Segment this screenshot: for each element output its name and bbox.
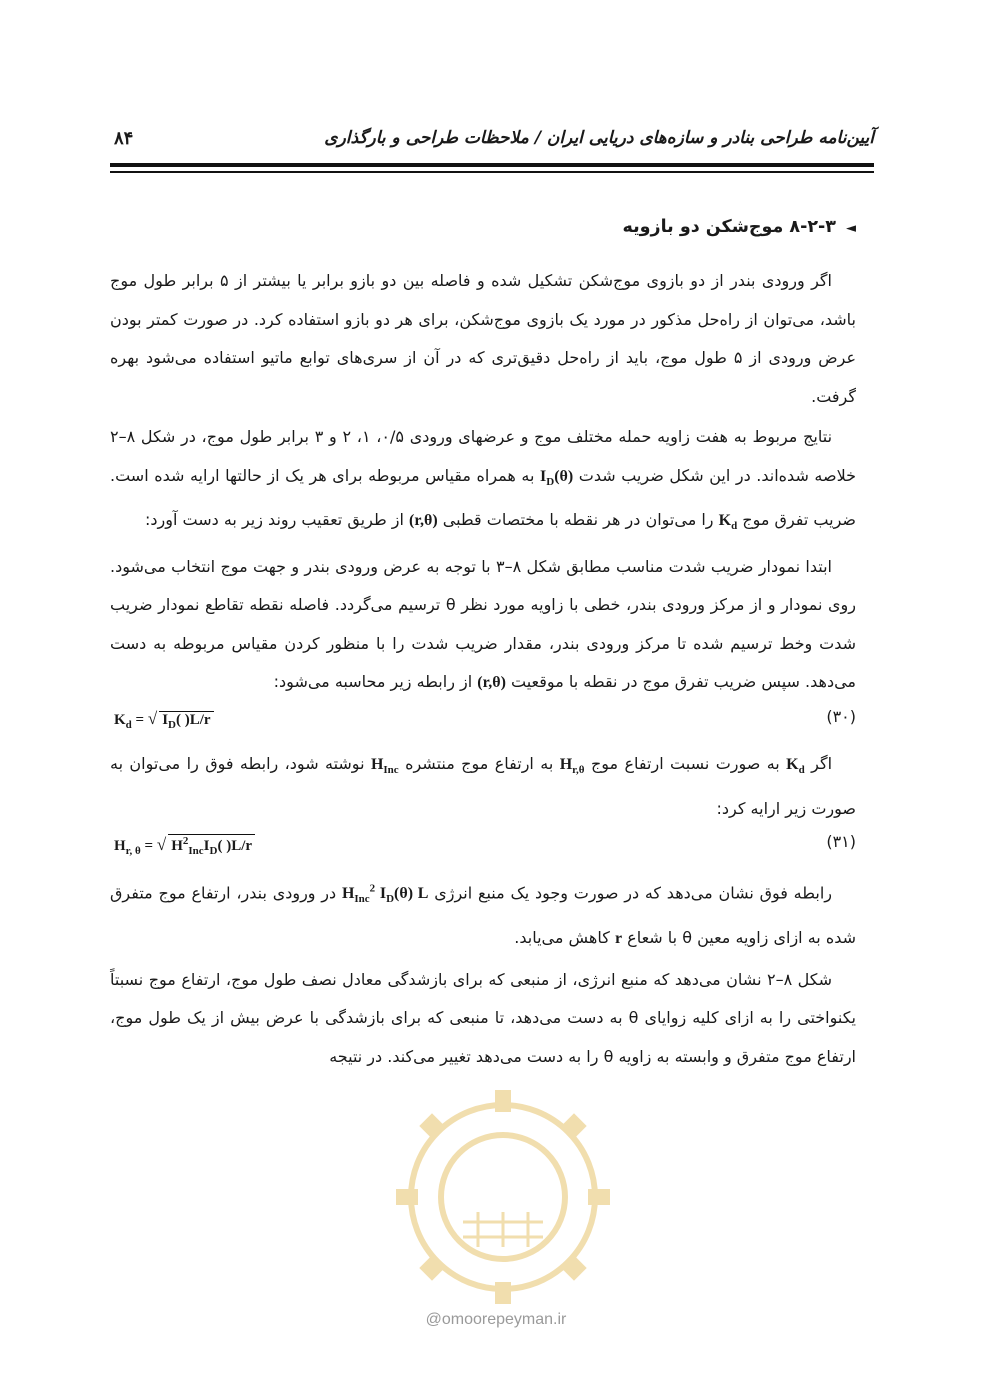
paragraph-2: نتایج مربوط به هفت زاویه حمله مختلف موج و عرضهای ورودی ۰/۵، ۱، ۲ و ۳ برابر طول موج، در شکل ۸–۲ خلاصه شده‌اند. در این شکل ضریب شدت $I_D(\theta)$ به همراه مقیاس مربوطه برای هر یک از حالتها ارایه شده است. ضریب تفرق موج $K_d$ را می‌توان در هر نقطه با مختصات قطبی (r,θ) از طریق تعقیب روند زیر به دست آورد: (110, 427, 857, 533)
running-header (110, 128, 874, 158)
triangle-marker-icon: ◄ (846, 221, 856, 236)
paragraph-3: ابتدا نمودار ضریب شدت مناسب مطابق شکل ۸–۳ با توجه به عرض ورودی بندر و جهت موج انتخاب می‌شود. روی نمودار و از مرکز ورودی بندر، خطی با زاویه مورد نظر θ ترسیم می‌گردد. فاصله نقطه تقاطع نمودار ضریب شدت وخط ترسیم شده تا مرکز ورودی بندر، مقدار ضریب شدت را با منظور کردن مقیاس مربوطه به دست می‌دهد. سپس ضریب تفرق موج در نقطه با موقعیت (r,θ) از رابطه زیر محاسبه می‌شود: (110, 556, 856, 692)
body-text (110, 262, 856, 1076)
equation-31 (110, 828, 856, 870)
equation-30-number: (۳۰) (826, 706, 856, 726)
paragraph-6: شکل ۸–۲ نشان می‌دهد که منبع انرژی، از منبعی که برای بازشدگی معادل نصف طول موج، ارتفاع موج نسبتاً یکنواختی را به ازای کلیه زوایای θ به دست می‌دهد، تا منبعی که برای بازشدگی با عرض بیش از یک طول موج، ارتفاع موج متفرق و وابسته به زاویه θ را به دست می‌دهد تغییر می‌کند. در نتیجه (110, 969, 857, 1066)
paragraph-4: اگر $K_d$ به صورت نسبت ارتفاع موج $H_{r,\theta}$ به ارتفاع موج منتشره $H_{Inc}$ نوشته شود، رابطه فوق را می‌توان به صورت زیر ارایه کرد: (110, 753, 856, 818)
equation-30-formula: $K_d$ = √ $I_D$( )L/r (114, 709, 214, 731)
square-root-icon: √ (147, 708, 158, 728)
gear-emblem-icon (388, 1082, 618, 1312)
square-root-icon: √ (156, 835, 167, 855)
paragraph-5: رابطه فوق نشان می‌دهد که در صورت وجود یک منبع انرژی $H_{Inc}^2$ $I_D(\theta)$ L در ورودی بندر، ارتفاع موج متفرق شده به ازای زاویه معین θ با شعاع r کاهش می‌یابد. (110, 883, 856, 948)
header-rule-thick (110, 163, 874, 167)
section-heading-text: ۸-۲-۳ موج‌شکن دو بازویه (622, 217, 836, 237)
watermark-site: @omoorepeyman.ir (425, 1311, 567, 1328)
page-number: ۸۴ (114, 128, 134, 149)
header-rule-thin (110, 171, 874, 173)
polar-coordinates-symbol: (r,θ) (477, 674, 506, 692)
equation-31-formula: $H_{r, \theta}$ = √ $H^2_{Inc}I_D$( )L/r (114, 834, 255, 857)
diffraction-coefficient-symbol: $K_d$ (718, 512, 738, 533)
equation-31-number: (۳۱) (826, 832, 856, 852)
section-heading (622, 217, 856, 237)
header-title: آیین‌نامه طراحی بنادر و سازه‌های دریایی ایران / ملاحظات طراحی و بارگذاری (324, 128, 874, 148)
equation-30 (110, 703, 856, 745)
polar-coordinates-symbol: (r,θ) (409, 512, 438, 530)
intensity-coefficient-symbol: $I_D(\theta)$ (540, 467, 574, 488)
paragraph-1: اگر ورودی بندر از دو بازوی موج‌شکن تشکیل شده و فاصله بین دو بازو برابر یا بیشتر از ۵ برابر طول موج باشد، می‌توان از راه‌حل مذکور در مورد یک بازوی موج‌شکن، برای هر دو بازو استفاده کرد. در صورت کمتر بودن عرض ورودی از ۵ طول موج، باید از راه‌حل دقیق‌تری که در آن از سری‌های توابع ماتیو استفاده می‌شود بهره گرفت. (110, 271, 856, 406)
